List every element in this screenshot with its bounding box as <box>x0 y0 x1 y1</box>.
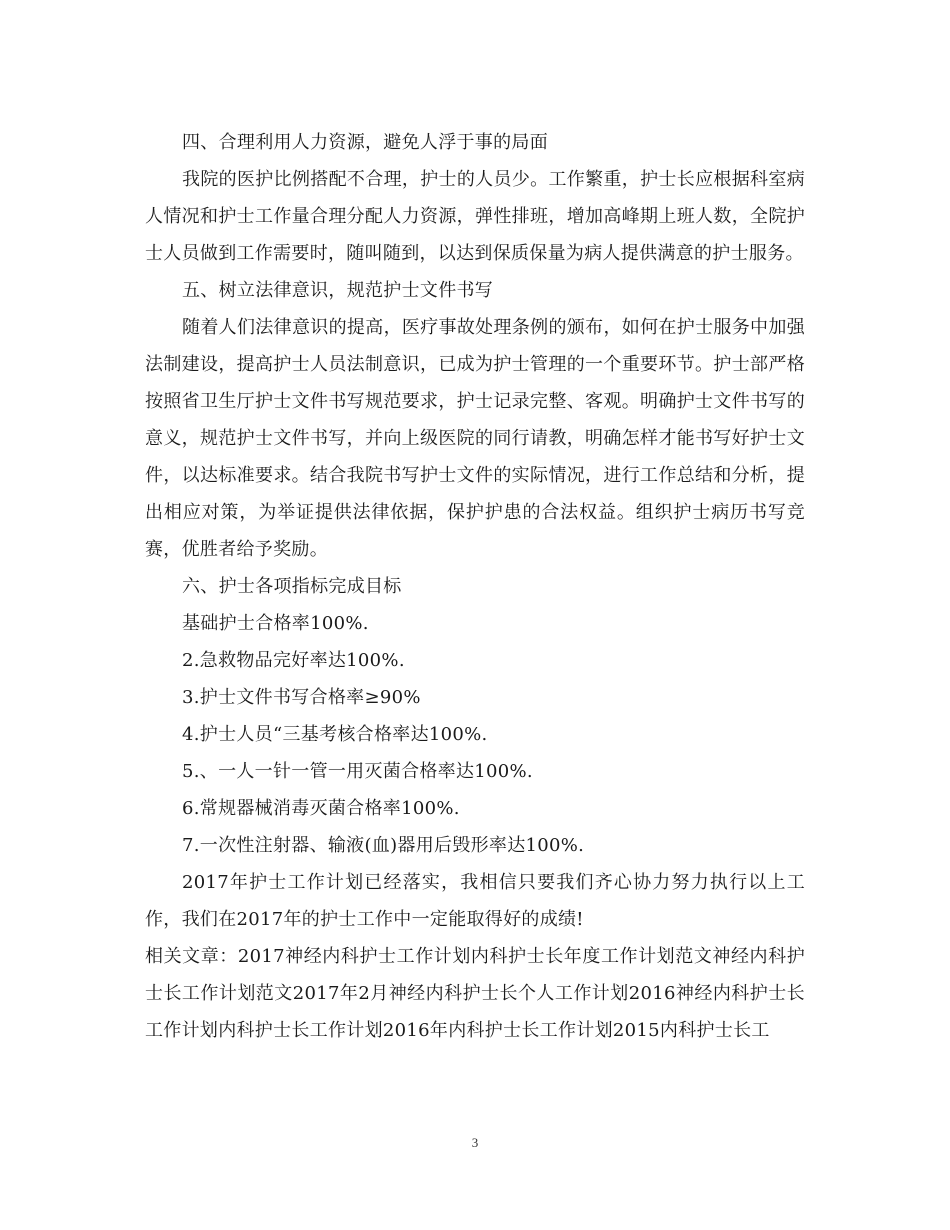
target-item: 5.、一人一针一管一用灭菌合格率达100%. <box>182 761 533 782</box>
target-item: 4.护士人员“三基考核合格率达100%. <box>182 724 488 745</box>
page-number: 3 <box>471 1135 479 1150</box>
section-heading-6: 六、护士各项指标完成目标 <box>182 576 402 597</box>
target-item: 2.急救物品完好率达100%. <box>182 650 405 671</box>
section-heading-5: 五、树立法律意识，规范护士文件书写 <box>182 280 494 301</box>
section-heading-4: 四、合理利用人力资源，避免人浮于事的局面 <box>182 132 548 153</box>
body-paragraph: 我院的医护比例搭配不合理，护士的人员少。工作繁重，护士长应根据科室病人情况和护士工作量合理分配人力资源，弹性排班，增加高峰期上班人数，全院护士人员做到工作需要时，随叫随到，以达到保质保量为病人提供满意的护士服务。 <box>145 169 805 264</box>
document-body <box>145 124 805 1049</box>
related-articles: 相关文章：2017神经内科护士工作计划内科护士长年度工作计划范文神经内科护士长工作计划范文2017年2月神经内科护士长个人工作计划2016神经内科护士长工作计划内科护士长工作计划2016年内科护士长工作计划2015内科护士长工 <box>145 946 805 1041</box>
target-item: 6.常规器械消毒灭菌合格率100%. <box>182 798 460 819</box>
body-paragraph: 随着人们法律意识的提高，医疗事故处理条例的颁布，如何在护士服务中加强法制建设，提高护士人员法制意识，已成为护士管理的一个重要环节。护士部严格按照省卫生厅护士文件书写规范要求，护士记录完整、客观。明确护士文件书写的意义，规范护士文件书写，并向上级医院的同行请教，明确怎样才能书写好护士文件，以达标准要求。结合我院书写护士文件的实际情况，进行工作总结和分析，提出相应对策，为举证提供法律依据，保护护患的合法权益。组织护士病历书写竞赛，优胜者给予奖励。 <box>145 317 805 560</box>
closing-paragraph: 2017年护士工作计划已经落实，我相信只要我们齐心协力努力执行以上工作，我们在2017年的护士工作中一定能取得好的成绩! <box>145 872 805 930</box>
target-item: 7.一次性注射器、输液(血)器用后毁形率达100%. <box>182 835 585 856</box>
target-item: 基础护士合格率100%. <box>182 613 369 634</box>
target-item: 3.护士文件书写合格率≥90% <box>182 687 421 708</box>
